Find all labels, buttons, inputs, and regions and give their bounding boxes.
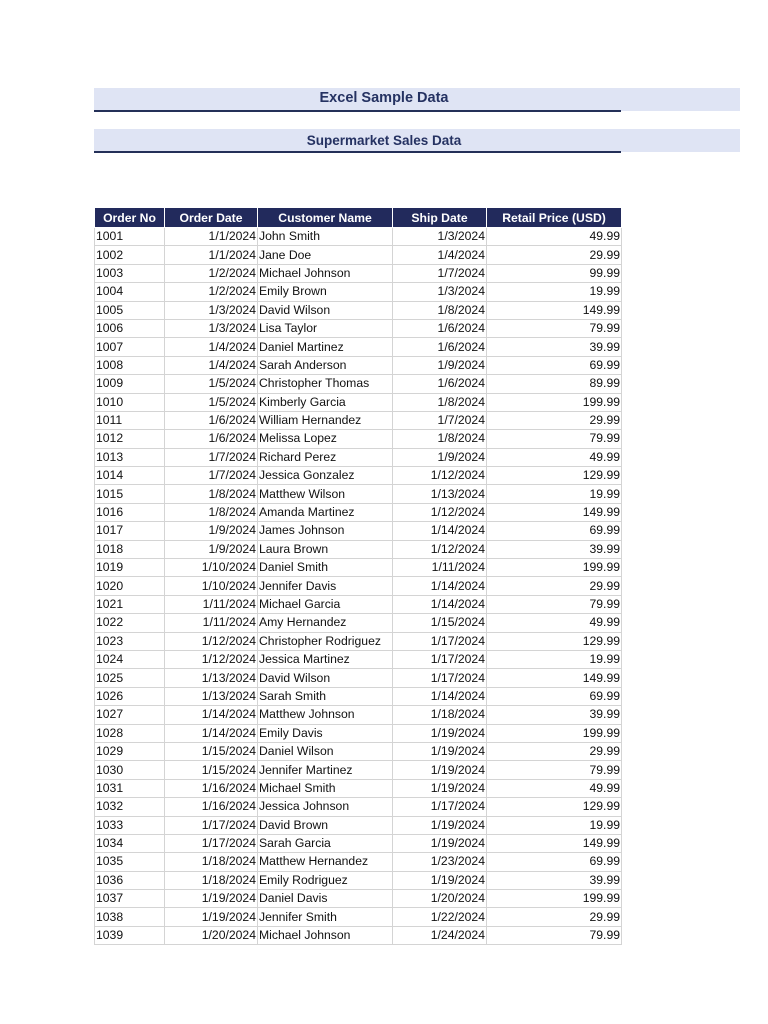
table-body (95, 228, 622, 945)
retail-price-cell[interactable]: 39.99 (487, 706, 622, 724)
ship-date-cell[interactable]: 1/19/2024 (393, 871, 487, 889)
ship-date-cell[interactable]: 1/6/2024 (393, 319, 487, 337)
ship-date-cell[interactable]: 1/17/2024 (393, 669, 487, 687)
customer-name-cell[interactable]: David Wilson (258, 301, 393, 319)
retail-price-cell[interactable]: 29.99 (487, 411, 622, 429)
ship-date-cell[interactable]: 1/11/2024 (393, 559, 487, 577)
customer-name-cell[interactable]: Michael Johnson (258, 264, 393, 282)
order-date-cell[interactable]: 1/18/2024 (165, 871, 258, 889)
customer-name-cell[interactable]: Michael Smith (258, 779, 393, 797)
ship-date-cell[interactable]: 1/14/2024 (393, 687, 487, 705)
order-date-cell[interactable]: 1/8/2024 (165, 485, 258, 503)
retail-price-cell[interactable]: 149.99 (487, 503, 622, 521)
order-date-cell[interactable]: 1/10/2024 (165, 559, 258, 577)
retail-price-cell[interactable]: 79.99 (487, 761, 622, 779)
order-date-cell[interactable]: 1/13/2024 (165, 687, 258, 705)
table-row (95, 411, 622, 429)
retail-price-cell[interactable]: 19.99 (487, 485, 622, 503)
order-date-cell[interactable]: 1/20/2024 (165, 926, 258, 944)
order-no-cell[interactable]: 1033 (95, 816, 165, 834)
order-date-cell[interactable]: 1/15/2024 (165, 742, 258, 760)
order-no-cell[interactable]: 1028 (95, 724, 165, 742)
table-row (95, 540, 622, 558)
customer-name-cell[interactable]: Matthew Wilson (258, 485, 393, 503)
ship-date-cell[interactable]: 1/20/2024 (393, 890, 487, 908)
retail-price-cell[interactable]: 39.99 (487, 338, 622, 356)
ship-date-cell[interactable]: 1/19/2024 (393, 779, 487, 797)
order-date-cell[interactable]: 1/16/2024 (165, 779, 258, 797)
order-date-cell[interactable]: 1/12/2024 (165, 632, 258, 650)
retail-price-cell[interactable]: 199.99 (487, 559, 622, 577)
table-row (95, 356, 622, 374)
retail-price-cell[interactable]: 69.99 (487, 522, 622, 540)
table-row (95, 890, 622, 908)
order-date-cell[interactable]: 1/18/2024 (165, 853, 258, 871)
order-no-cell[interactable]: 1034 (95, 834, 165, 852)
ship-date-cell[interactable]: 1/8/2024 (393, 430, 487, 448)
ship-date-cell[interactable]: 1/19/2024 (393, 816, 487, 834)
order-date-cell[interactable]: 1/14/2024 (165, 706, 258, 724)
column-header-ship-date[interactable]: Ship Date (393, 208, 487, 228)
customer-name-cell[interactable]: Emily Brown (258, 283, 393, 301)
ship-date-cell[interactable]: 1/17/2024 (393, 650, 487, 668)
ship-date-cell[interactable]: 1/19/2024 (393, 724, 487, 742)
ship-date-cell[interactable]: 1/8/2024 (393, 393, 487, 411)
order-no-cell[interactable]: 1029 (95, 742, 165, 760)
customer-name-cell[interactable]: Sarah Smith (258, 687, 393, 705)
customer-name-cell[interactable]: Jessica Martinez (258, 650, 393, 668)
order-date-cell[interactable]: 1/11/2024 (165, 614, 258, 632)
order-no-cell[interactable]: 1002 (95, 246, 165, 264)
ship-date-cell[interactable]: 1/7/2024 (393, 264, 487, 282)
order-date-cell[interactable]: 1/14/2024 (165, 724, 258, 742)
order-no-cell[interactable]: 1003 (95, 264, 165, 282)
order-no-cell[interactable]: 1037 (95, 890, 165, 908)
retail-price-cell[interactable]: 79.99 (487, 926, 622, 944)
customer-name-cell[interactable]: Richard Perez (258, 448, 393, 466)
order-date-cell[interactable]: 1/13/2024 (165, 669, 258, 687)
order-no-cell[interactable]: 1004 (95, 283, 165, 301)
retail-price-cell[interactable]: 49.99 (487, 779, 622, 797)
order-no-cell[interactable]: 1008 (95, 356, 165, 374)
ship-date-cell[interactable]: 1/14/2024 (393, 522, 487, 540)
order-no-cell[interactable]: 1011 (95, 411, 165, 429)
customer-name-cell[interactable]: Matthew Hernandez (258, 853, 393, 871)
customer-name-cell[interactable]: Amanda Martinez (258, 503, 393, 521)
order-no-cell[interactable]: 1010 (95, 393, 165, 411)
table-row (95, 393, 622, 411)
retail-price-cell[interactable]: 199.99 (487, 890, 622, 908)
order-date-cell[interactable]: 1/8/2024 (165, 503, 258, 521)
customer-name-cell[interactable]: Sarah Garcia (258, 834, 393, 852)
customer-name-cell[interactable]: Jessica Johnson (258, 798, 393, 816)
table-row (95, 559, 622, 577)
order-no-cell[interactable]: 1035 (95, 853, 165, 871)
customer-name-cell[interactable]: Christopher Thomas (258, 375, 393, 393)
order-no-cell[interactable]: 1030 (95, 761, 165, 779)
ship-date-cell[interactable]: 1/9/2024 (393, 448, 487, 466)
ship-date-cell[interactable]: 1/19/2024 (393, 761, 487, 779)
retail-price-cell[interactable]: 39.99 (487, 540, 622, 558)
order-no-cell[interactable]: 1025 (95, 669, 165, 687)
ship-date-cell[interactable]: 1/19/2024 (393, 834, 487, 852)
order-date-cell[interactable]: 1/1/2024 (165, 228, 258, 246)
table-row (95, 467, 622, 485)
table-row (95, 485, 622, 503)
order-no-cell[interactable]: 1014 (95, 467, 165, 485)
order-date-cell[interactable]: 1/12/2024 (165, 650, 258, 668)
ship-date-cell[interactable]: 1/17/2024 (393, 632, 487, 650)
customer-name-cell[interactable]: Lisa Taylor (258, 319, 393, 337)
order-date-cell[interactable]: 1/6/2024 (165, 430, 258, 448)
order-no-cell[interactable]: 1005 (95, 301, 165, 319)
order-no-cell[interactable]: 1006 (95, 319, 165, 337)
order-no-cell[interactable]: 1036 (95, 871, 165, 889)
order-date-cell[interactable]: 1/3/2024 (165, 319, 258, 337)
order-date-cell[interactable]: 1/11/2024 (165, 595, 258, 613)
order-no-cell[interactable]: 1015 (95, 485, 165, 503)
order-no-cell[interactable]: 1026 (95, 687, 165, 705)
order-no-cell[interactable]: 1023 (95, 632, 165, 650)
table-row (95, 301, 622, 319)
order-date-cell[interactable]: 1/5/2024 (165, 393, 258, 411)
table-row (95, 614, 622, 632)
table-row (95, 503, 622, 521)
order-no-cell[interactable]: 1016 (95, 503, 165, 521)
customer-name-cell[interactable]: James Johnson (258, 522, 393, 540)
customer-name-cell[interactable]: Daniel Wilson (258, 742, 393, 760)
order-no-cell[interactable]: 1019 (95, 559, 165, 577)
customer-name-cell[interactable]: Jennifer Davis (258, 577, 393, 595)
table-row (95, 246, 622, 264)
ship-date-cell[interactable]: 1/24/2024 (393, 926, 487, 944)
customer-name-cell[interactable]: Laura Brown (258, 540, 393, 558)
customer-name-cell[interactable]: Jennifer Martinez (258, 761, 393, 779)
table-row (95, 669, 622, 687)
order-no-cell[interactable]: 1012 (95, 430, 165, 448)
order-date-cell[interactable]: 1/17/2024 (165, 816, 258, 834)
retail-price-cell[interactable]: 129.99 (487, 632, 622, 650)
ship-date-cell[interactable]: 1/4/2024 (393, 246, 487, 264)
customer-name-cell[interactable]: John Smith (258, 228, 393, 246)
retail-price-cell[interactable]: 89.99 (487, 375, 622, 393)
table-row (95, 319, 622, 337)
order-date-cell[interactable]: 1/17/2024 (165, 834, 258, 852)
table-row (95, 816, 622, 834)
retail-price-cell[interactable]: 79.99 (487, 430, 622, 448)
ship-date-cell[interactable]: 1/17/2024 (393, 798, 487, 816)
order-date-cell[interactable]: 1/10/2024 (165, 577, 258, 595)
order-no-cell[interactable]: 1038 (95, 908, 165, 926)
table-row (95, 338, 622, 356)
ship-date-cell[interactable]: 1/8/2024 (393, 301, 487, 319)
order-date-cell[interactable]: 1/9/2024 (165, 522, 258, 540)
order-no-cell[interactable]: 1007 (95, 338, 165, 356)
table-row (95, 264, 622, 282)
retail-price-cell[interactable]: 79.99 (487, 319, 622, 337)
customer-name-cell[interactable]: Kimberly Garcia (258, 393, 393, 411)
order-no-cell[interactable]: 1021 (95, 595, 165, 613)
customer-name-cell[interactable]: Amy Hernandez (258, 614, 393, 632)
order-date-cell[interactable]: 1/4/2024 (165, 338, 258, 356)
table-row (95, 448, 622, 466)
table-row (95, 908, 622, 926)
title-underline (94, 110, 621, 112)
customer-name-cell[interactable]: Daniel Martinez (258, 338, 393, 356)
retail-price-cell[interactable]: 69.99 (487, 853, 622, 871)
retail-price-cell[interactable]: 99.99 (487, 264, 622, 282)
ship-date-cell[interactable]: 1/3/2024 (393, 228, 487, 246)
customer-name-cell[interactable]: Daniel Smith (258, 559, 393, 577)
table-row (95, 430, 622, 448)
table-row (95, 522, 622, 540)
ship-date-cell[interactable]: 1/14/2024 (393, 595, 487, 613)
ship-date-cell[interactable]: 1/6/2024 (393, 375, 487, 393)
retail-price-cell[interactable]: 19.99 (487, 283, 622, 301)
sales-table (94, 208, 622, 945)
table-row (95, 283, 622, 301)
retail-price-cell[interactable]: 29.99 (487, 908, 622, 926)
table-row (95, 798, 622, 816)
customer-name-cell[interactable]: Matthew Johnson (258, 706, 393, 724)
order-date-cell[interactable]: 1/15/2024 (165, 761, 258, 779)
table-row (95, 834, 622, 852)
table-row (95, 926, 622, 944)
order-date-cell[interactable]: 1/19/2024 (165, 908, 258, 926)
page-title[interactable]: Excel Sample Data (319, 90, 449, 106)
order-date-cell[interactable]: 1/7/2024 (165, 467, 258, 485)
retail-price-cell[interactable]: 129.99 (487, 467, 622, 485)
customer-name-cell[interactable]: Daniel Davis (258, 890, 393, 908)
ship-date-cell[interactable]: 1/14/2024 (393, 577, 487, 595)
retail-price-cell[interactable]: 149.99 (487, 834, 622, 852)
retail-price-cell[interactable]: 69.99 (487, 687, 622, 705)
ship-date-cell[interactable]: 1/13/2024 (393, 485, 487, 503)
customer-name-cell[interactable]: Sarah Anderson (258, 356, 393, 374)
retail-price-cell[interactable]: 29.99 (487, 246, 622, 264)
page-subtitle[interactable]: Supermarket Sales Data (306, 133, 462, 148)
column-header-order-no[interactable]: Order No (95, 208, 165, 228)
order-no-cell[interactable]: 1024 (95, 650, 165, 668)
retail-price-cell[interactable]: 49.99 (487, 614, 622, 632)
retail-price-cell[interactable]: 19.99 (487, 650, 622, 668)
customer-name-cell[interactable]: Jennifer Smith (258, 908, 393, 926)
table-row (95, 779, 622, 797)
ship-date-cell[interactable]: 1/12/2024 (393, 540, 487, 558)
customer-name-cell[interactable]: David Brown (258, 816, 393, 834)
customer-name-cell[interactable]: Jessica Gonzalez (258, 467, 393, 485)
customer-name-cell[interactable]: Michael Johnson (258, 926, 393, 944)
table-row (95, 687, 622, 705)
order-date-cell[interactable]: 1/16/2024 (165, 798, 258, 816)
order-date-cell[interactable]: 1/19/2024 (165, 890, 258, 908)
customer-name-cell[interactable]: Christopher Rodriguez (258, 632, 393, 650)
order-no-cell[interactable]: 1013 (95, 448, 165, 466)
customer-name-cell[interactable]: Michael Garcia (258, 595, 393, 613)
column-header-customer-name[interactable]: Customer Name (258, 208, 393, 228)
ship-date-cell[interactable]: 1/3/2024 (393, 283, 487, 301)
retail-price-cell[interactable]: 199.99 (487, 724, 622, 742)
ship-date-cell[interactable]: 1/12/2024 (393, 503, 487, 521)
table-row (95, 375, 622, 393)
table-row (95, 577, 622, 595)
retail-price-cell[interactable]: 199.99 (487, 393, 622, 411)
order-no-cell[interactable]: 1031 (95, 779, 165, 797)
ship-date-cell[interactable]: 1/12/2024 (393, 467, 487, 485)
order-no-cell[interactable]: 1018 (95, 540, 165, 558)
order-date-cell[interactable]: 1/7/2024 (165, 448, 258, 466)
retail-price-cell[interactable]: 129.99 (487, 798, 622, 816)
ship-date-cell[interactable]: 1/15/2024 (393, 614, 487, 632)
column-header-retail-price[interactable]: Retail Price (USD) (487, 208, 622, 228)
order-no-cell[interactable]: 1027 (95, 706, 165, 724)
customer-name-cell[interactable]: Emily Davis (258, 724, 393, 742)
retail-price-cell[interactable]: 29.99 (487, 577, 622, 595)
table-row (95, 228, 622, 246)
customer-name-cell[interactable]: William Hernandez (258, 411, 393, 429)
retail-price-cell[interactable]: 19.99 (487, 816, 622, 834)
retail-price-cell[interactable]: 49.99 (487, 228, 622, 246)
order-no-cell[interactable]: 1001 (95, 228, 165, 246)
order-date-cell[interactable]: 1/6/2024 (165, 411, 258, 429)
retail-price-cell[interactable]: 149.99 (487, 301, 622, 319)
column-header-order-date[interactable]: Order Date (165, 208, 258, 228)
order-date-cell[interactable]: 1/2/2024 (165, 283, 258, 301)
retail-price-cell[interactable]: 69.99 (487, 356, 622, 374)
order-date-cell[interactable]: 1/3/2024 (165, 301, 258, 319)
order-no-cell[interactable]: 1039 (95, 926, 165, 944)
order-no-cell[interactable]: 1032 (95, 798, 165, 816)
retail-price-cell[interactable]: 79.99 (487, 595, 622, 613)
ship-date-cell[interactable]: 1/22/2024 (393, 908, 487, 926)
table-row (95, 853, 622, 871)
table-row (95, 724, 622, 742)
customer-name-cell[interactable]: Emily Rodriguez (258, 871, 393, 889)
order-date-cell[interactable]: 1/9/2024 (165, 540, 258, 558)
header-row (95, 208, 622, 228)
retail-price-cell[interactable]: 49.99 (487, 448, 622, 466)
order-date-cell[interactable]: 1/1/2024 (165, 246, 258, 264)
order-date-cell[interactable]: 1/4/2024 (165, 356, 258, 374)
retail-price-cell[interactable]: 39.99 (487, 871, 622, 889)
order-no-cell[interactable]: 1020 (95, 577, 165, 595)
ship-date-cell[interactable]: 1/19/2024 (393, 742, 487, 760)
customer-name-cell[interactable]: Jane Doe (258, 246, 393, 264)
customer-name-cell[interactable]: Melissa Lopez (258, 430, 393, 448)
ship-date-cell[interactable]: 1/18/2024 (393, 706, 487, 724)
order-no-cell[interactable]: 1017 (95, 522, 165, 540)
retail-price-cell[interactable]: 149.99 (487, 669, 622, 687)
order-no-cell[interactable]: 1009 (95, 375, 165, 393)
table-row (95, 650, 622, 668)
order-date-cell[interactable]: 1/2/2024 (165, 264, 258, 282)
order-date-cell[interactable]: 1/5/2024 (165, 375, 258, 393)
ship-date-cell[interactable]: 1/9/2024 (393, 356, 487, 374)
table-row (95, 595, 622, 613)
customer-name-cell[interactable]: David Wilson (258, 669, 393, 687)
ship-date-cell[interactable]: 1/23/2024 (393, 853, 487, 871)
table-row (95, 742, 622, 760)
table-row (95, 706, 622, 724)
ship-date-cell[interactable]: 1/7/2024 (393, 411, 487, 429)
table-row (95, 632, 622, 650)
table-row (95, 761, 622, 779)
table-row (95, 871, 622, 889)
ship-date-cell[interactable]: 1/6/2024 (393, 338, 487, 356)
order-no-cell[interactable]: 1022 (95, 614, 165, 632)
retail-price-cell[interactable]: 29.99 (487, 742, 622, 760)
